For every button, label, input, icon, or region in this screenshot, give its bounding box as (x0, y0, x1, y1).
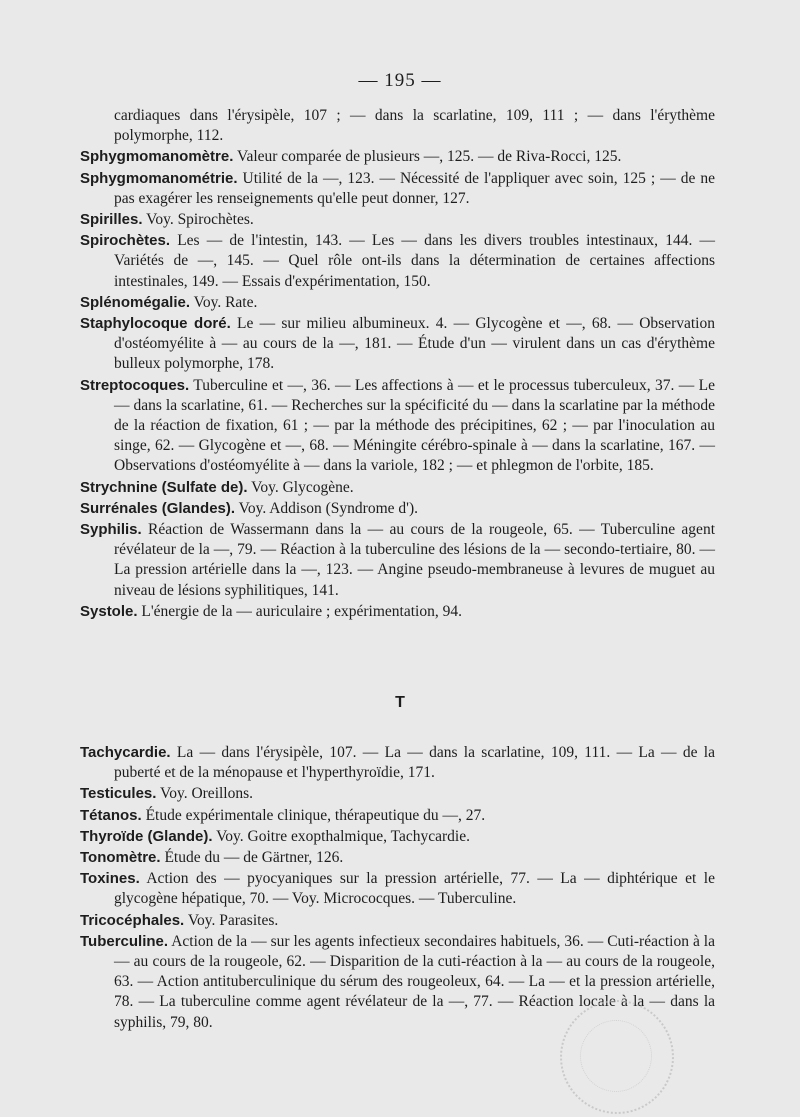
index-entry-text: La — dans l'érysipèle, 107. — La — dans la scarlatine, 109, 111. — La — de la puberté et de la ménopause et l'hyperthyroïdie, 171. (114, 744, 715, 782)
index-headword: Sphygmomanométrie. (80, 169, 238, 187)
index-headword: Systole. (80, 602, 138, 620)
index-entry (80, 848, 715, 868)
index-headword: Staphylocoque doré. (80, 315, 231, 333)
index-headword: Tricocéphales. (80, 911, 185, 929)
index-entry-text: Le — sur milieu albumineux. 4. — Glycogène et —, 68. — Observation d'ostéomyélite à — au cours de la —, 181. — Étude d'un — virulent dans un cas d'érythème bulleux polymorphe, 178. (114, 315, 715, 373)
index-entry (80, 293, 715, 313)
index-headword: Thyroïde (Glande). (80, 827, 213, 845)
index-headword: Spirochètes. (80, 232, 171, 250)
index-entry-text: Les — de l'intestin, 143. — Les — dans les divers troubles intestinaux, 144. — Variétés de —, 145. — Quel rôle ont-ils dans la détermination de certaines affections intestinales, 149. — Essais d'expérimentation, 150. (114, 232, 715, 290)
index-entry-text: Voy. Oreillons. (156, 785, 254, 803)
index-entry-text: Voy. Rate. (190, 293, 258, 311)
index-entry (80, 784, 715, 804)
index-entry (80, 602, 715, 622)
index-headword: Tonomètre. (80, 849, 161, 867)
index-entry (80, 210, 715, 230)
index-entry (80, 169, 715, 209)
index-headword: Tétanos. (80, 806, 142, 824)
index-entry (80, 478, 715, 498)
index-headword: Spirilles. (80, 211, 143, 229)
index-headword: Strychnine (Sulfate de). (80, 478, 248, 496)
index-entry-text: Voy. Spirochètes. (142, 211, 254, 229)
letter-heading: T (395, 694, 405, 711)
index-entry-text: Voy. Glycogène. (247, 478, 354, 496)
index-entry-text: Valeur comparée de plusieurs —, 125. — de Riva-Rocci, 125. (233, 148, 622, 166)
index-entry-text: Voy. Goitre exopthalmique, Tachycardie. (212, 827, 470, 845)
index-entry (80, 499, 715, 519)
index-entry (80, 806, 715, 826)
index-entry-text: Réaction de Wassermann dans la — au cours de la rougeole, 65. — Tuberculine agent révélateur de la —, 79. — Réaction à la tuberculine des lésions de la — secondo-tertiaire, 80. — La pression artérielle dans la —, 123. — Angine pseudo-membraneuse à levures de muguet au niveau de lésions syphilitiques, 141. (114, 521, 715, 599)
index-entry (80, 231, 715, 292)
index-entry (80, 520, 715, 601)
index-headword: Streptocoques. (80, 376, 190, 394)
index-entry (80, 376, 715, 477)
index-entry-text: Étude expérimentale clinique, thérapeutique du —, 27. (141, 806, 486, 824)
index-headword: Testicules. (80, 785, 157, 803)
page-number: — 195 — (358, 70, 442, 91)
index-headword: Toxines. (80, 870, 140, 888)
index-headword: Tachycardie. (80, 744, 171, 761)
index-entry-text: Étude du — de Gärtner, 126. (160, 849, 344, 867)
index-entry-text: cardiaques dans l'érysipèle, 107 ; — dans la scarlatine, 109, 111 ; — dans l'érythème polymorphe, 112. (114, 107, 715, 145)
index-section-t (80, 743, 715, 1034)
index-headword: Tuberculine. (80, 932, 169, 950)
index-headword: Syphilis. (80, 521, 142, 539)
index-entry (80, 743, 715, 783)
index-entry-text: Utilité de la —, 123. — Nécessité de l'appliquer avec soin, 125 ; — de ne pas exagérer les renseignements qu'elle peut donner, 127. (114, 169, 715, 207)
library-stamp (560, 1000, 674, 1114)
index-entry (80, 147, 715, 167)
index-entry-text: Tuberculine et —, 36. — Les affections à — et le processus tuberculeux, 37. — Le — dans la scarlatine, 61. — Recherches sur la spécificité du — dans la scarlatine par la méthode de la réaction de fixation, 61 ; — par la méthode des précipitines, 62 ; — par l'inoculation au singe, 62. — Glycogène et —, 68. — Méningite cérébro-spinale à — dans la scarlatine, 167. — Observations d'ostéomyélite à — dans la variole, 182 ; — et phlegmon de l'orbite, 185. (114, 376, 715, 475)
index-entry (80, 106, 715, 146)
index-entry (80, 911, 715, 931)
index-entry-text: Voy. Addison (Syndrome d'). (235, 499, 418, 517)
index-section-s (80, 106, 715, 623)
index-entry-text: L'énergie de la — auriculaire ; expérimentation, 94. (137, 602, 462, 620)
index-entry (80, 869, 715, 909)
index-entry-text: Action des — pyocyaniques sur la pression artérielle, 77. — La — diphtérique et le glycogène hépatique, 70. — Voy. Micrococques. — Tuberculine. (114, 870, 715, 908)
index-entry-text: Voy. Parasites. (184, 911, 279, 929)
index-entry (80, 314, 715, 375)
index-entry-text: Action de la — sur les agents infectieux secondaires habituels, 36. — Cuti-réaction à la — au cours de la rougeole, 62. — Disparition de la cuti-réaction à la — au cours de la rougeole, 63. — Action antituberculinique du sérum des rougeoleux, 64. — La — et la pression artérielle, 78. — La tuberculine comme agent révélateur de la —, 77. — Réaction locale à la — dans la syphilis, 79, 80. (114, 932, 715, 1031)
index-headword: Splénomégalie. (80, 293, 191, 311)
index-headword: Sphygmomanomètre. (80, 148, 234, 166)
index-entry (80, 827, 715, 847)
index-headword: Surrénales (Glandes). (80, 499, 236, 517)
